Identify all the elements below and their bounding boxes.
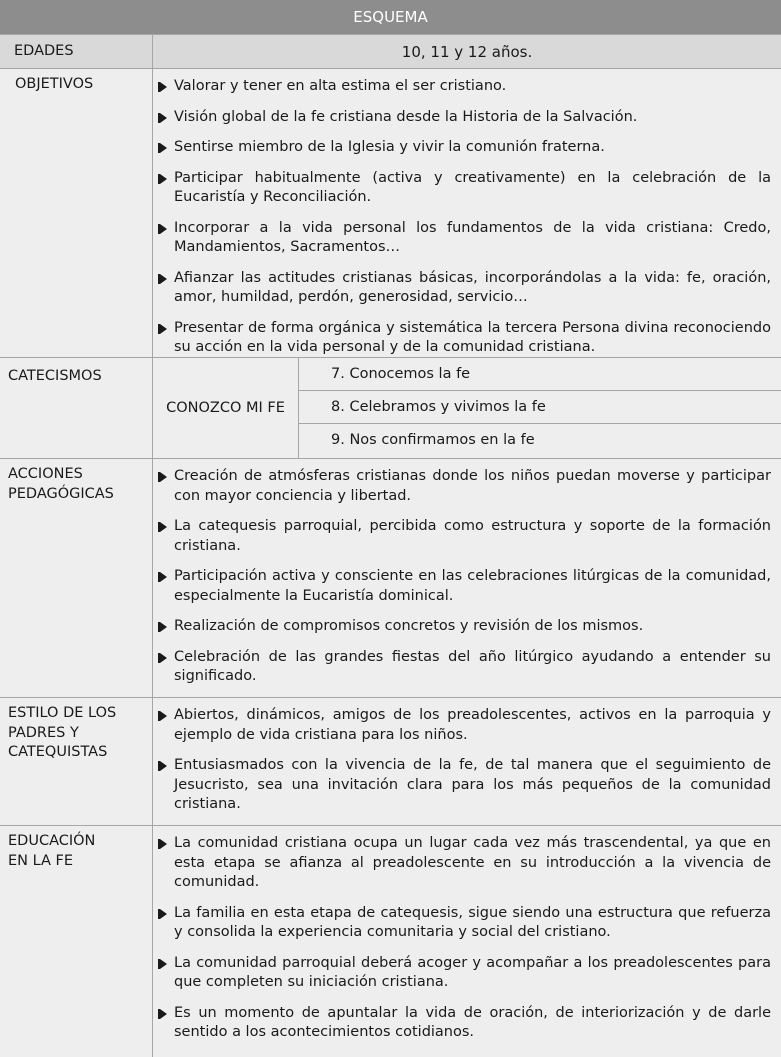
row-objetivos: [0, 68, 781, 357]
list-item: La comunidad cristiana ocupa un lugar cada vez más trascendental, ya que en esta etapa se afianza al preadolescente en su introducción a la vivencia de comunidad.: [160, 834, 771, 893]
column-divider: [152, 826, 153, 1057]
row-educacion: [0, 825, 781, 1057]
bullet-icon: [160, 909, 167, 919]
bullet-icon: [160, 174, 167, 184]
list-item: Celebración de las grandes fiestas del año litúrgico ayudando a entender su significado.: [160, 648, 771, 687]
row-label-estilo: ESTILO DE LOS PADRES Y CATEQUISTAS: [8, 705, 117, 760]
bullet-icon: [160, 224, 167, 234]
list-item: Abiertos, dinámicos, amigos de los preadolescentes, activos en la parroquia y ejemplo de vida cristiana para los niños.: [160, 706, 771, 745]
bullet-icon: [160, 274, 167, 284]
list-item: La familia en esta etapa de catequesis, sigue siendo una estructura que refuerza y consolida la experiencia comunitaria y social del cristiano.: [160, 904, 771, 943]
list-item: Valorar y tener en alta estima el ser cristiano.: [160, 77, 771, 97]
list-item: Visión global de la fe cristiana desde la Historia de la Salvación.: [160, 108, 771, 128]
list-item: Creación de atmósferas cristianas donde los niños puedan moverse y participar con mayor conciencia y libertad.: [160, 467, 771, 506]
bullet-icon: [160, 622, 167, 632]
catechism-item: 8. Celebramos y vivimos la fe: [299, 391, 781, 424]
educacion-list: [160, 834, 771, 1043]
catechism-item: 7. Conocemos la fe: [299, 358, 781, 391]
list-item: Sentirse miembro de la Iglesia y vivir la comunión fraterna.: [160, 138, 771, 158]
list-item: Entusiasmados con la vivencia de la fe, de tal manera que el seguimiento de Jesucristo, sea una invitación clara para los más pequeños de la comunidad cristiana.: [160, 756, 771, 815]
bullet-icon: [160, 324, 167, 334]
row-label-educacion: EDUCACIÓN EN LA FE: [8, 833, 96, 869]
list-item: La comunidad parroquial deberá acoger y acompañar a los preadolescentes para que completen su iniciación cristiana.: [160, 954, 771, 993]
catechism-item: 9. Nos confirmamos en la fe: [331, 432, 535, 448]
bullet-icon: [160, 711, 167, 721]
bullet-icon: [160, 472, 167, 482]
row-catecismos: [0, 357, 781, 458]
bullet-icon: [160, 761, 167, 771]
row-label-acciones: ACCIONES PEDAGÓGICAS: [8, 466, 114, 502]
list-item: Participar habitualmente (activa y creativamente) en la celebración de la Eucaristía y Reconciliación.: [160, 169, 771, 208]
bullet-icon: [160, 113, 167, 123]
table-title: ESQUEMA: [0, 0, 781, 34]
estilo-list: [160, 706, 771, 815]
bullet-icon: [160, 82, 167, 92]
row-label-catecismos: CATECISMOS: [8, 368, 102, 384]
list-item: Afianzar las actitudes cristianas básicas, incorporándolas a la vida: fe, oración, amor, humildad, perdón, generosidad, servicio…: [160, 269, 771, 308]
list-item: Incorporar a la vida personal los fundamentos de la vida cristiana: Credo, Mandamientos, Sacramentos…: [160, 219, 771, 258]
row-edades: [0, 34, 781, 68]
bullet-icon: [160, 959, 167, 969]
bullet-icon: [160, 143, 167, 153]
bullet-icon: [160, 1009, 167, 1019]
ages-value: 10, 11 y 12 años.: [401, 43, 533, 61]
list-item: Es un momento de apuntalar la vida de oración, de interiorización y de darle sentido a los acontecimientos cotidianos.: [160, 1004, 771, 1043]
row-label-objetivos: OBJETIVOS: [15, 76, 94, 92]
column-divider: [152, 459, 153, 697]
list-item: Participación activa y consciente en las celebraciones litúrgicas de la comunidad, especialmente la Eucaristía dominical.: [160, 567, 771, 606]
catechism-list: [299, 358, 781, 458]
catechism-book-title: CONOZCO MI FE: [166, 400, 285, 416]
bullet-icon: [160, 522, 167, 532]
column-divider: [152, 698, 153, 825]
objetivos-list: [160, 77, 771, 358]
bullet-icon: [160, 653, 167, 663]
bullet-icon: [160, 839, 167, 849]
row-label-edades: EDADES: [14, 43, 74, 59]
list-item: Presentar de forma orgánica y sistemática la tercera Persona divina reconociendo su acción en la vida personal y de la comunidad cristiana.: [160, 319, 771, 358]
acciones-list: [160, 467, 771, 687]
list-item: Realización de compromisos concretos y revisión de los mismos.: [160, 617, 771, 637]
row-estilo: [0, 697, 781, 825]
column-divider: [152, 69, 153, 357]
row-acciones-pedagogicas: [0, 458, 781, 697]
bullet-icon: [160, 572, 167, 582]
list-item: La catequesis parroquial, percibida como estructura y soporte de la formación cristiana.: [160, 517, 771, 556]
